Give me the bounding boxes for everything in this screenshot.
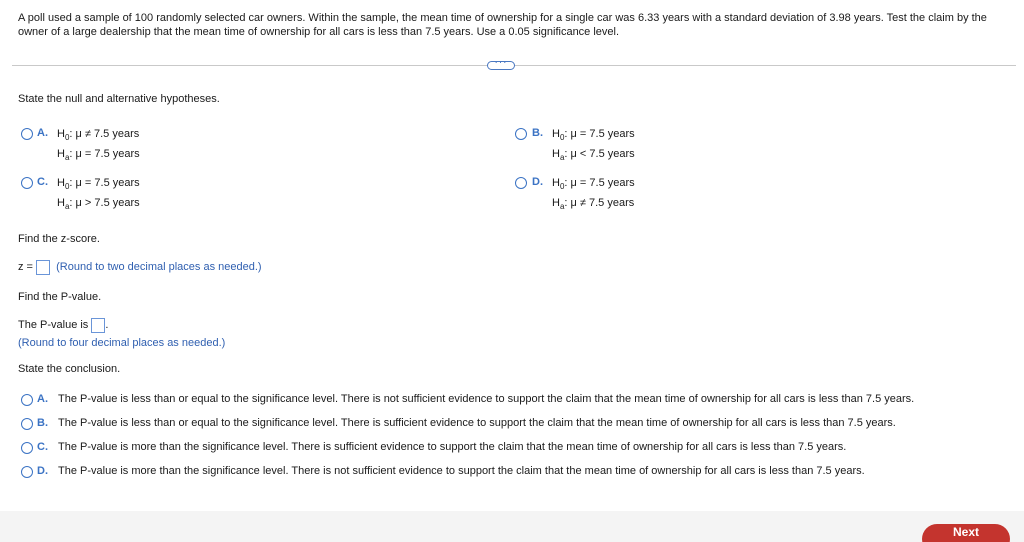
hypothesis-option-c-letter: C. bbox=[37, 176, 48, 188]
conclusion-option-b-text[interactable]: The P-value is less than or equal to the significance level. There is sufficient evidence to support the claim that the mean time of ownership for all cars is less than 7.5 years. bbox=[58, 417, 896, 429]
ha-subscript: a bbox=[64, 153, 70, 162]
next-button[interactable] bbox=[922, 524, 1010, 542]
hypothesis-option-b-radio[interactable] bbox=[515, 128, 527, 140]
conclusion-option-d-radio[interactable] bbox=[21, 466, 33, 478]
zscore-row bbox=[18, 259, 262, 276]
ha-statement: : μ < 7.5 years bbox=[564, 148, 635, 160]
h0-label: H bbox=[552, 177, 560, 189]
hypothesis-option-a-letter: A. bbox=[37, 127, 48, 139]
footer-bar bbox=[0, 511, 1024, 542]
h0-statement: : μ = 7.5 years bbox=[564, 128, 635, 140]
h0-label: H bbox=[552, 128, 560, 140]
h0-label: H bbox=[57, 177, 65, 189]
conclusion-option-c-radio[interactable] bbox=[21, 442, 33, 454]
pvalue-hint: (Round to four decimal places as needed.) bbox=[18, 337, 226, 349]
ha-label: H bbox=[552, 148, 560, 160]
conclusion-option-d-letter: D. bbox=[37, 465, 48, 477]
h0-subscript: 0 bbox=[64, 182, 70, 191]
hypothesis-option-b-letter: B. bbox=[532, 127, 543, 139]
hypothesis-option-b-ha[interactable] bbox=[552, 147, 635, 165]
conclusion-prompt: State the conclusion. bbox=[18, 363, 121, 375]
ha-subscript: a bbox=[559, 202, 565, 211]
h0-label: H bbox=[57, 128, 65, 140]
ha-statement: : μ > 7.5 years bbox=[69, 197, 140, 209]
hypothesis-option-a-ha[interactable] bbox=[57, 147, 140, 165]
hypothesis-option-a-h0[interactable] bbox=[57, 127, 139, 145]
h0-statement: : μ = 7.5 years bbox=[564, 177, 635, 189]
hypotheses-prompt: State the null and alternative hypotheses. bbox=[18, 93, 220, 105]
ha-label: H bbox=[57, 197, 65, 209]
ha-statement: : μ = 7.5 years bbox=[69, 148, 140, 160]
zscore-prompt: Find the z-score. bbox=[18, 233, 100, 245]
hypothesis-option-d-ha[interactable] bbox=[552, 196, 634, 214]
hypothesis-option-c-h0[interactable] bbox=[57, 176, 140, 194]
conclusion-option-b-radio[interactable] bbox=[21, 418, 33, 430]
h0-subscript: 0 bbox=[559, 182, 565, 191]
next-button-label: Next bbox=[952, 525, 979, 539]
ha-subscript: a bbox=[559, 153, 565, 162]
hypothesis-option-d-radio[interactable] bbox=[515, 177, 527, 189]
conclusion-option-d-text[interactable]: The P-value is more than the significance level. There is not sufficient evidence to support the claim that the mean time of ownership for all cars is less than 7.5 years. bbox=[58, 465, 865, 477]
conclusion-option-a-radio[interactable] bbox=[21, 394, 33, 406]
zscore-hint: (Round to two decimal places as needed.) bbox=[56, 261, 262, 273]
conclusion-option-a-letter: A. bbox=[37, 393, 48, 405]
hypothesis-option-b-h0[interactable] bbox=[552, 127, 635, 145]
h0-subscript: 0 bbox=[559, 133, 565, 142]
ha-statement: : μ ≠ 7.5 years bbox=[564, 197, 635, 209]
ha-label: H bbox=[57, 148, 65, 160]
conclusion-option-c-text[interactable]: The P-value is more than the significance level. There is sufficient evidence to support the claim that the mean time of ownership for all cars is less than 7.5 years. bbox=[58, 441, 847, 453]
h0-statement: : μ ≠ 7.5 years bbox=[69, 128, 140, 140]
conclusion-option-b-letter: B. bbox=[37, 417, 48, 429]
hypothesis-option-c-ha[interactable] bbox=[57, 196, 140, 214]
pvalue-period: . bbox=[105, 319, 109, 331]
pvalue-row bbox=[18, 317, 108, 334]
conclusion-option-a-text[interactable]: The P-value is less than or equal to the significance level. There is not sufficient evidence to support the claim that the mean time of ownership for all cars is less than 7.5 years. bbox=[58, 393, 915, 405]
conclusion-option-c-letter: C. bbox=[37, 441, 48, 453]
hypothesis-option-c-radio[interactable] bbox=[21, 177, 33, 189]
ellipsis-icon: ··· bbox=[494, 57, 508, 68]
pvalue-prompt: Find the P-value. bbox=[18, 291, 102, 303]
hypothesis-option-d-letter: D. bbox=[532, 176, 543, 188]
hypothesis-option-a-radio[interactable] bbox=[21, 128, 33, 140]
ha-subscript: a bbox=[64, 202, 70, 211]
pvalue-input[interactable] bbox=[91, 318, 105, 333]
zscore-input[interactable] bbox=[36, 260, 50, 275]
h0-subscript: 0 bbox=[64, 133, 70, 142]
h0-statement: : μ = 7.5 years bbox=[69, 177, 140, 189]
hypothesis-option-d-h0[interactable] bbox=[552, 176, 635, 194]
question-text: A poll used a sample of 100 randomly selected car owners. Within the sample, the mean time of ownership for a single car was 6.33 years with a standard deviation of 3.98 years. Test the claim by the owner of a large dealership that the mean time of ownership for all cars is less than 7.5 years. Use a 0.05 significance level. bbox=[18, 12, 987, 38]
ha-label: H bbox=[552, 197, 560, 209]
pvalue-label: The P-value is bbox=[18, 319, 89, 331]
zscore-label: z = bbox=[18, 261, 33, 273]
expand-more-button[interactable] bbox=[487, 57, 515, 70]
